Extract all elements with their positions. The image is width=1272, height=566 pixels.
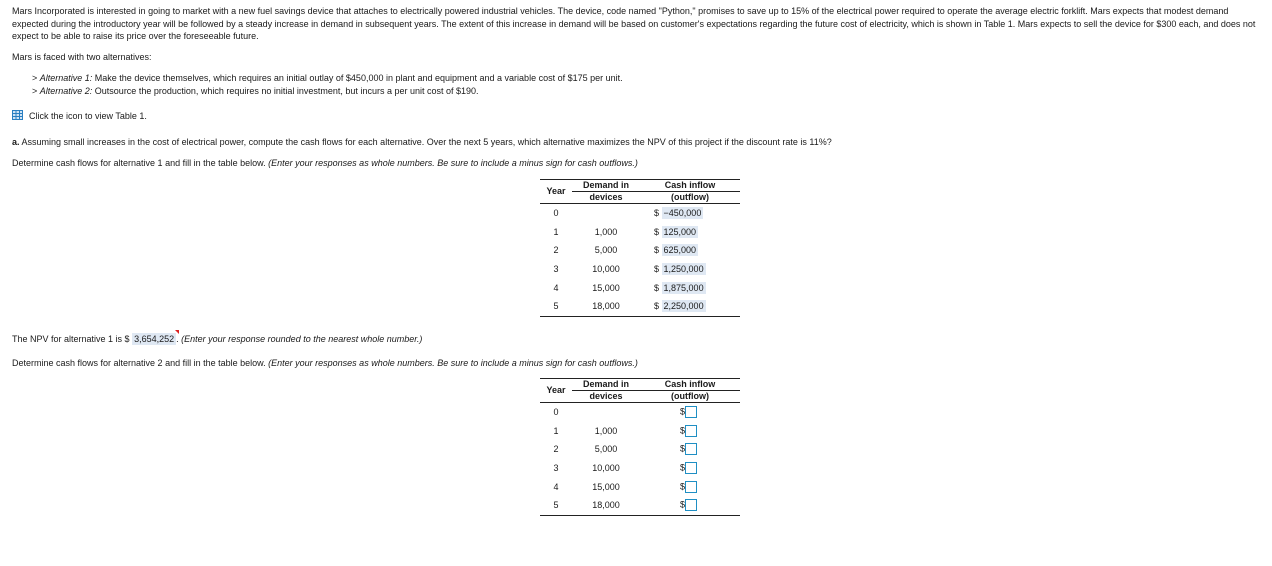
alt2-instruction — [12, 358, 638, 368]
table-icon[interactable] — [12, 110, 23, 120]
cash-cell — [640, 204, 740, 223]
year-cell: 0 — [553, 407, 559, 418]
table-row — [540, 422, 740, 441]
demand-cell: 18,000 — [572, 297, 640, 316]
dollar-sign: $ — [654, 245, 660, 256]
npv-suffix: . — [176, 334, 182, 344]
demand-cell: 5,000 — [594, 245, 618, 256]
table-row — [540, 440, 740, 459]
table-row — [540, 278, 740, 297]
alt-label: Alternative 2: — [39, 86, 93, 96]
dollar-sign: $ — [654, 264, 660, 275]
cash-cell — [640, 459, 740, 478]
year-cell: 2 — [553, 245, 559, 256]
col-cash-header: Cash inflow — [640, 180, 740, 192]
col-demand-header-2: devices — [572, 192, 640, 204]
dollar-sign: $ — [680, 406, 686, 417]
cash-answer[interactable]: 625,000 — [663, 245, 697, 256]
year-cell: 4 — [553, 282, 559, 293]
demand-cell: 10,000 — [592, 463, 620, 474]
table-link-text[interactable]: Click the icon to view Table 1. — [29, 111, 147, 121]
cash-input[interactable] — [685, 481, 697, 493]
problem-intro — [12, 5, 1262, 43]
table-row — [540, 477, 740, 496]
cash-answer[interactable]: 1,875,000 — [663, 282, 704, 293]
cash-answer[interactable]: 1,250,000 — [663, 264, 704, 275]
col-demand-header: Demand in — [572, 180, 640, 192]
cash-input[interactable] — [685, 425, 697, 437]
cash-cell — [640, 223, 740, 242]
alt-label: Alternative 1: — [39, 73, 93, 83]
demand-cell — [572, 204, 640, 223]
alt1-cashflow-table — [540, 179, 740, 317]
demand-cell: 10,000 — [592, 264, 620, 275]
cash-cell — [640, 440, 740, 459]
cash-input[interactable] — [685, 406, 697, 418]
demand-cell: 18,000 — [572, 496, 640, 515]
question-a — [12, 137, 832, 147]
alternatives-heading: Mars is faced with two alternatives: — [12, 52, 152, 62]
alternative-1 — [32, 73, 623, 83]
col-year-header: Year — [540, 180, 572, 204]
demand-cell: 1,000 — [594, 226, 618, 237]
cash-input[interactable] — [685, 462, 697, 474]
col-cash-header: Cash inflow — [640, 379, 740, 391]
cash-cell — [640, 403, 740, 422]
feedback-flag-icon — [175, 330, 179, 334]
col-cash-header-2: (outflow) — [640, 391, 740, 403]
year-cell: 3 — [553, 463, 559, 474]
table-1-link[interactable] — [12, 110, 147, 121]
question-text: Assuming small increases in the cost of electrical power, compute the cash flows for each alternative. Over the next 5 years, which alternative maximizes the NPV of this project if the discount rate is 11%? — [19, 137, 832, 147]
demand-cell: 15,000 — [592, 481, 620, 492]
alternative-2 — [32, 86, 479, 96]
cash-answer[interactable]: 125,000 — [663, 226, 697, 237]
npv-prefix: The NPV for alternative 1 is $ — [12, 334, 133, 344]
cash-answer[interactable]: −450,000 — [663, 208, 702, 219]
alt-prefix: > — [32, 86, 40, 96]
year-cell: 4 — [553, 481, 559, 492]
dollar-sign: $ — [680, 499, 686, 510]
cash-cell — [640, 496, 740, 515]
dollar-sign: $ — [654, 208, 660, 219]
table-row — [540, 496, 740, 515]
instruction-note: (Enter your responses as whole numbers. Be sure to include a minus sign for cash outflows.) — [268, 358, 638, 368]
year-cell: 5 — [540, 297, 572, 316]
cash-cell — [640, 241, 740, 260]
demand-cell: 5,000 — [594, 444, 618, 455]
instruction-note: (Enter your responses as whole numbers. Be sure to include a minus sign for cash outflows.) — [268, 158, 638, 168]
cash-cell — [640, 422, 740, 441]
table-row — [540, 241, 740, 260]
alt1-instruction — [12, 158, 638, 168]
table-row — [540, 403, 740, 422]
alt-prefix: > — [32, 73, 40, 83]
alt-text: Make the device themselves, which requires an initial outlay of $450,000 in plant and equipment and a variable cost of $175 per unit. — [92, 73, 623, 83]
npv-answer[interactable] — [132, 333, 176, 345]
dollar-sign: $ — [680, 425, 686, 436]
demand-cell — [572, 403, 640, 422]
cash-cell — [640, 477, 740, 496]
col-year-header: Year — [540, 379, 572, 403]
col-demand-header-2: devices — [572, 391, 640, 403]
col-cash-header-2: (outflow) — [640, 192, 740, 204]
intro-paragraph: Mars Incorporated is interested in going to market with a new fuel savings device that attaches to electrically powered industrial vehicles. The device, code named "Python," promises to save up to 15% of the electrical power required to operate the average electric forklift. Mars expects that modest demand expected during the introductory year will be followed by a steady increase in demand in subsequent years. The extent of this increase in demand will be based on customer's expectations regarding the future cost of electricity, which is shown in Table 1. Mars expects to sell the device for $300 each, and does not expect to be able to raise its price over the foreseeable future. — [12, 6, 1256, 42]
table-row — [540, 260, 740, 279]
dollar-sign: $ — [680, 481, 686, 492]
year-cell: 3 — [553, 264, 559, 275]
year-cell: 0 — [553, 208, 559, 219]
demand-cell: 15,000 — [592, 282, 620, 293]
cash-input[interactable] — [685, 499, 697, 511]
table-row — [540, 459, 740, 478]
cash-answer[interactable]: 2,250,000 — [663, 301, 704, 312]
dollar-sign: $ — [654, 226, 660, 237]
col-demand-header: Demand in — [572, 379, 640, 391]
cash-cell — [640, 278, 740, 297]
year-cell: 1 — [553, 226, 559, 237]
year-cell: 1 — [553, 425, 559, 436]
dollar-sign: $ — [654, 301, 660, 312]
table-row — [540, 297, 740, 316]
instruction-text: Determine cash flows for alternative 2 and fill in the table below. — [12, 358, 269, 368]
table-row — [540, 204, 740, 223]
dollar-sign: $ — [680, 443, 686, 454]
year-cell: 2 — [553, 444, 559, 455]
npv-statement — [12, 334, 422, 344]
cash-cell — [640, 260, 740, 279]
table-row — [540, 223, 740, 242]
instruction-text: Determine cash flows for alternative 1 and fill in the table below. — [12, 158, 269, 168]
alt2-cashflow-table — [540, 378, 740, 516]
cash-cell — [640, 297, 740, 316]
demand-cell: 1,000 — [594, 425, 618, 436]
question-label: a. — [12, 137, 20, 147]
dollar-sign: $ — [680, 462, 686, 473]
npv-value: 3,654,252 — [134, 334, 175, 344]
cash-input[interactable] — [685, 443, 697, 455]
year-cell: 5 — [540, 496, 572, 515]
alt-text: Outsource the production, which requires no initial investment, but incurs a per unit cost of $190. — [92, 86, 479, 96]
dollar-sign: $ — [654, 282, 660, 293]
npv-note: (Enter your response rounded to the nearest whole number.) — [181, 334, 423, 344]
